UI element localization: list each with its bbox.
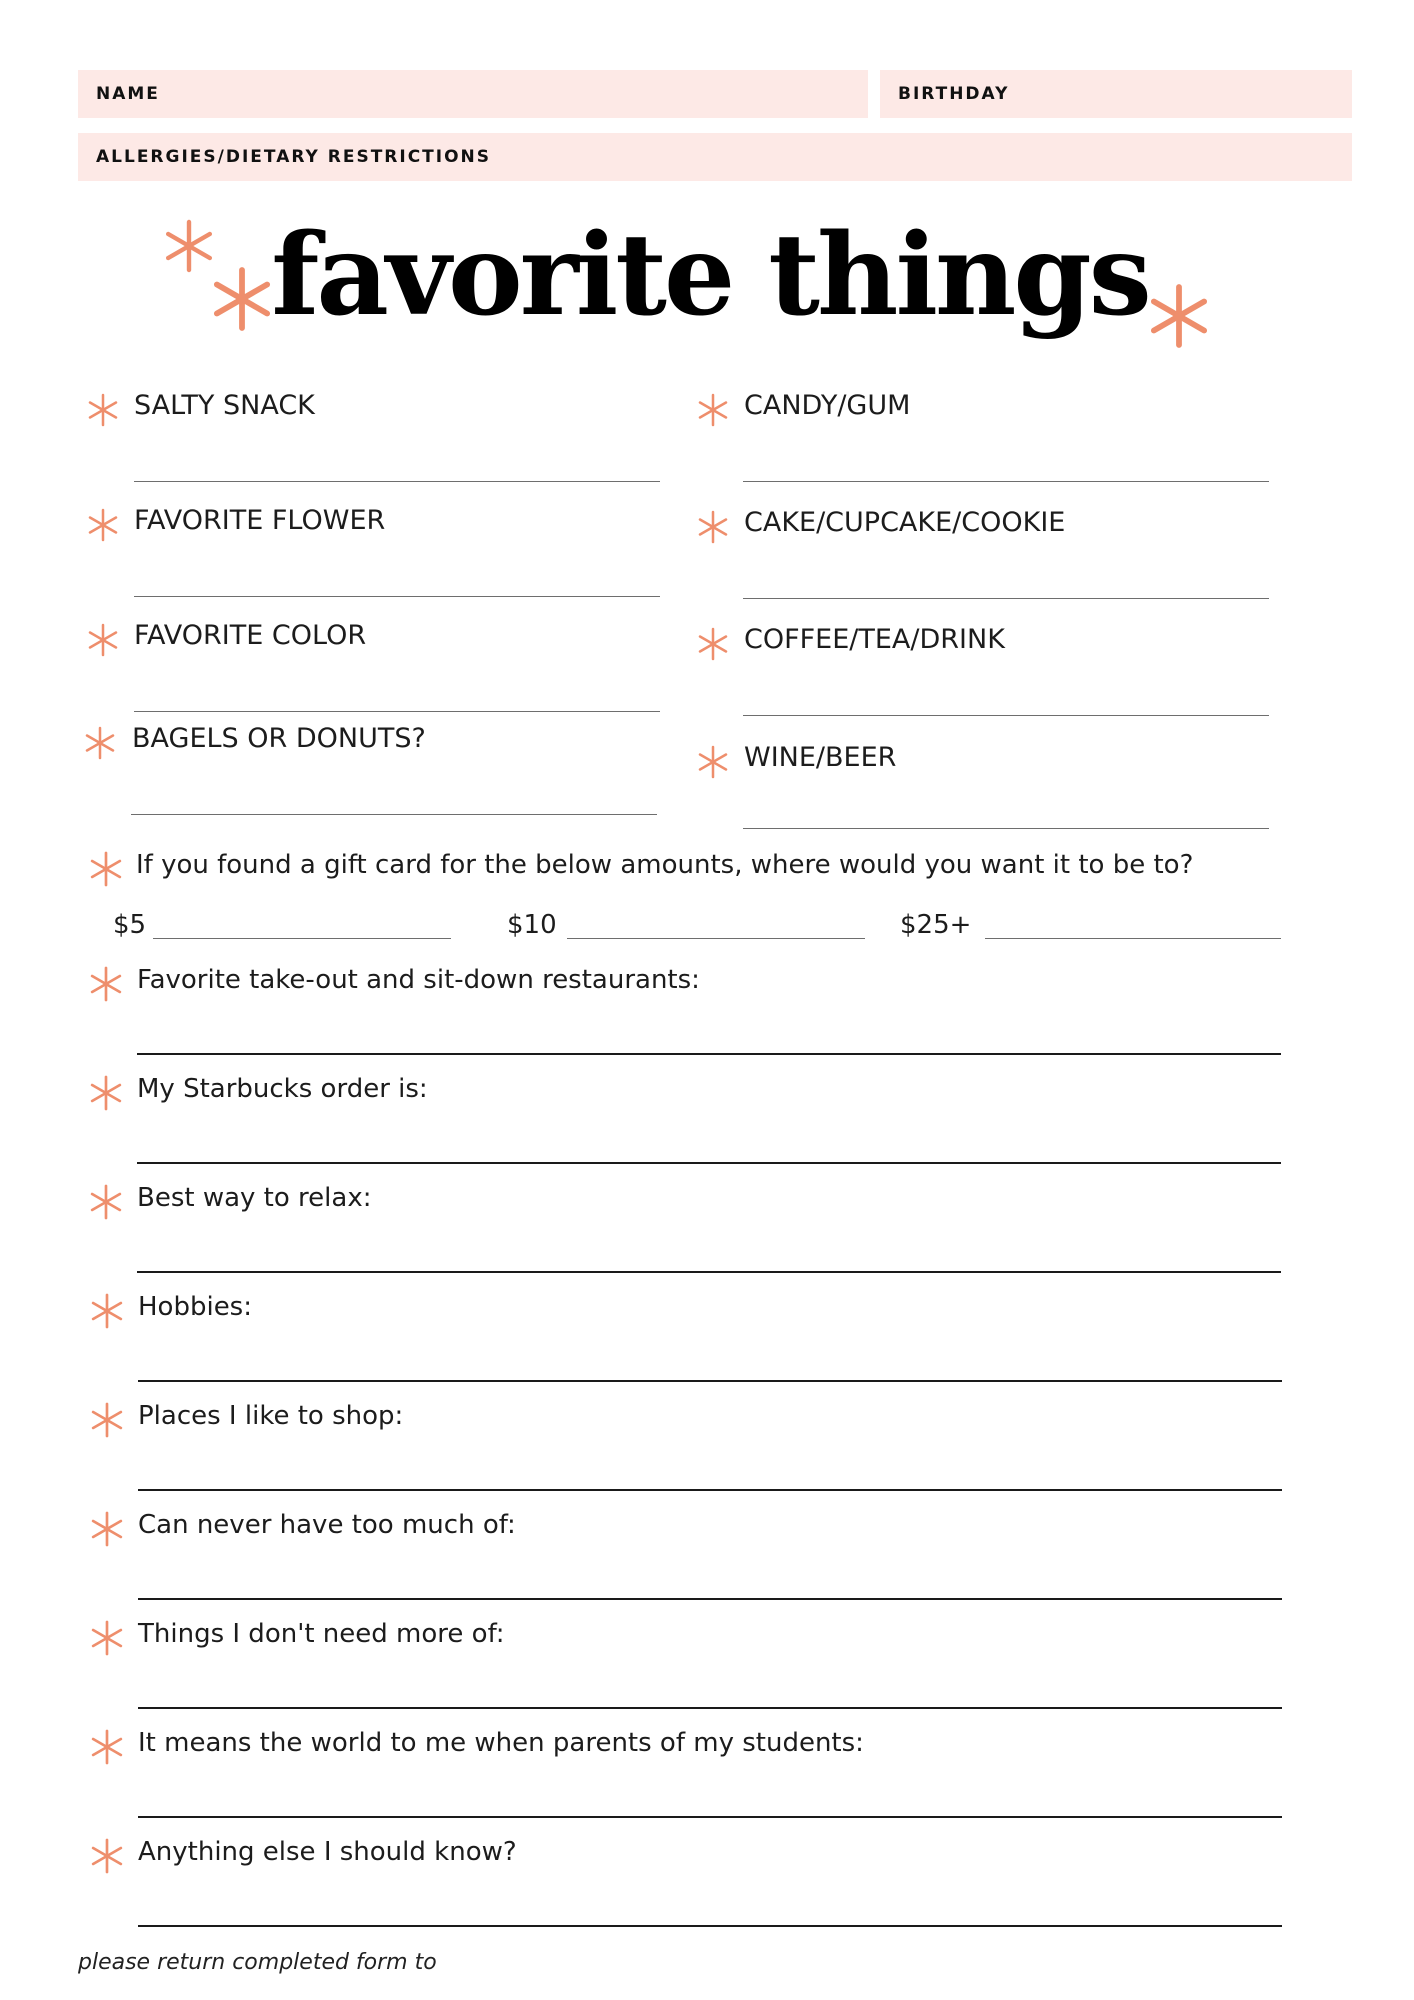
asterisk-icon [698, 512, 728, 542]
left-item-label: SALTY SNACK [134, 390, 315, 421]
right-item-label: CANDY/GUM [744, 390, 911, 421]
asterisk-icon [698, 747, 728, 777]
answer-line[interactable] [138, 1598, 1282, 1600]
answer-line[interactable] [134, 481, 660, 482]
asterisk-icon [91, 1513, 123, 1545]
asterisk-icon [85, 728, 115, 758]
answer-line[interactable] [138, 1816, 1282, 1818]
name-label: NAME [96, 84, 160, 104]
name-field[interactable] [78, 70, 868, 118]
answer-line[interactable] [138, 1489, 1282, 1491]
asterisk-icon [90, 1186, 122, 1218]
answer-line[interactable] [137, 1053, 1281, 1055]
right-item-label: CAKE/CUPCAKE/COOKIE [744, 507, 1066, 538]
question-label: Best way to relax: [137, 1183, 372, 1213]
asterisk-icon [91, 1840, 123, 1872]
allergies-label: ALLERGIES/DIETARY RESTRICTIONS [96, 147, 492, 167]
sparkle-asterisk-icon [213, 270, 271, 328]
asterisk-icon [91, 1731, 123, 1763]
answer-line[interactable] [134, 596, 660, 597]
asterisk-icon [90, 968, 122, 1000]
question-label: Places I like to shop: [138, 1401, 404, 1431]
footer-note: please return completed form to [78, 1950, 437, 1975]
asterisk-icon [88, 510, 118, 540]
asterisk-icon [90, 853, 122, 885]
gift-answer-line[interactable] [985, 938, 1281, 939]
asterisk-icon [88, 625, 118, 655]
asterisk-icon [698, 395, 728, 425]
gift-amount-10: $10 [507, 910, 557, 940]
left-item-label: BAGELS OR DONUTS? [132, 723, 426, 754]
right-item-label: WINE/BEER [744, 742, 897, 773]
asterisk-icon [88, 395, 118, 425]
answer-line[interactable] [138, 1925, 1282, 1927]
answer-line[interactable] [137, 1162, 1281, 1164]
gift-card-question: If you found a gift card for the below amounts, where would you want it to be to? [136, 850, 1194, 880]
answer-line[interactable] [743, 828, 1269, 829]
question-label: Things I don't need more of: [138, 1619, 505, 1649]
question-label: My Starbucks order is: [137, 1074, 428, 1104]
question-label: Hobbies: [138, 1292, 252, 1322]
gift-amount-25: $25+ [900, 910, 972, 940]
birthday-label: BIRTHDAY [898, 84, 1010, 104]
page-title: favorite things [271, 209, 1149, 341]
asterisk-icon [90, 1077, 122, 1109]
gift-answer-line[interactable] [567, 938, 865, 939]
gift-amount-5: $5 [113, 910, 147, 940]
question-label: Can never have too much of: [138, 1510, 516, 1540]
sparkle-asterisk-icon [165, 222, 213, 270]
left-item-label: FAVORITE COLOR [134, 620, 367, 651]
answer-line[interactable] [137, 1271, 1281, 1273]
right-item-label: COFFEE/TEA/DRINK [744, 624, 1005, 655]
left-item-label: FAVORITE FLOWER [134, 505, 386, 536]
asterisk-icon [91, 1404, 123, 1436]
allergies-field[interactable] [78, 133, 1352, 181]
answer-line[interactable] [131, 814, 657, 815]
asterisk-icon [698, 629, 728, 659]
answer-line[interactable] [138, 1380, 1282, 1382]
question-label: Favorite take-out and sit-down restaurants: [137, 965, 700, 995]
birthday-field[interactable] [880, 70, 1352, 118]
asterisk-icon [91, 1295, 123, 1327]
answer-line[interactable] [743, 715, 1269, 716]
question-label: Anything else I should know? [138, 1837, 517, 1867]
sparkle-asterisk-icon [1150, 287, 1208, 345]
question-label: It means the world to me when parents of my students: [138, 1728, 864, 1758]
answer-line[interactable] [134, 711, 660, 712]
gift-answer-line[interactable] [153, 938, 451, 939]
answer-line[interactable] [743, 481, 1269, 482]
answer-line[interactable] [743, 598, 1269, 599]
answer-line[interactable] [138, 1707, 1282, 1709]
asterisk-icon [91, 1622, 123, 1654]
